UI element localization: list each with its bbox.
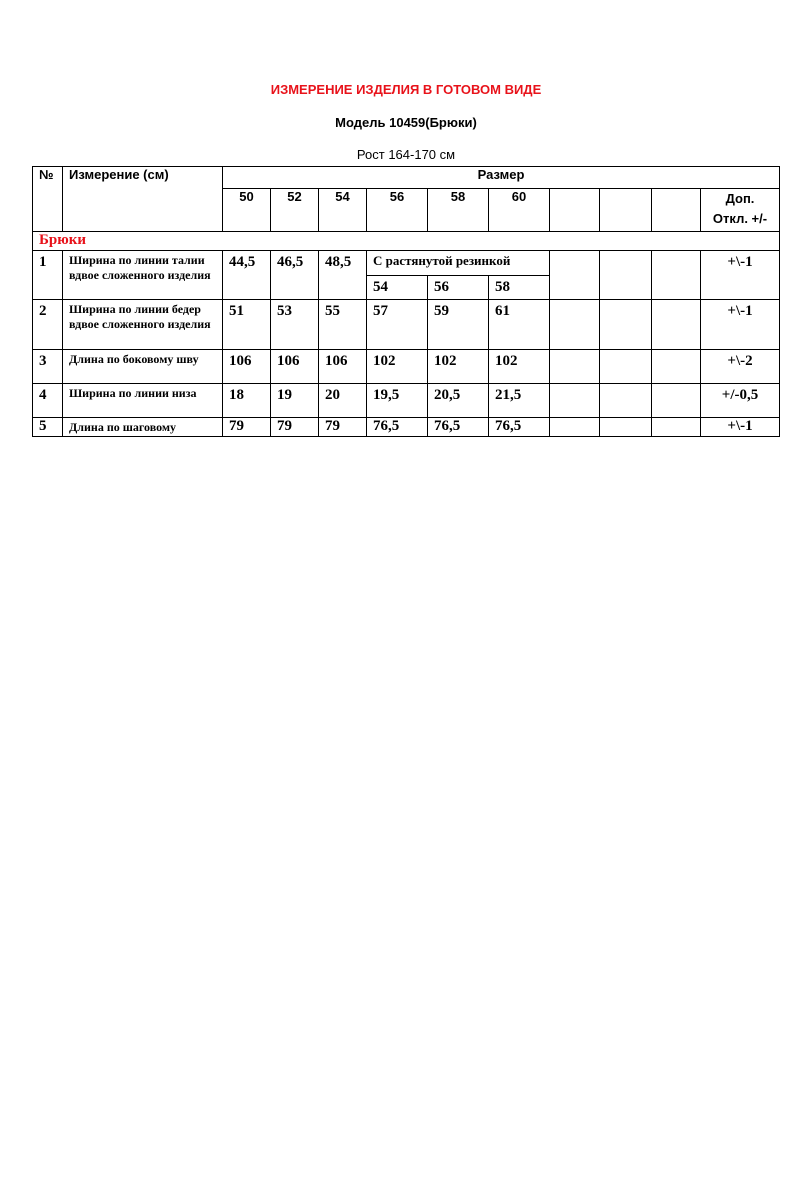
stretched-size: 56 xyxy=(428,276,489,300)
empty-cell xyxy=(600,418,652,437)
row-name: Ширина по линии бедер вдвое сложенного изделия xyxy=(63,300,223,350)
size-cell: 52 xyxy=(271,189,319,232)
row-value: 44,5 xyxy=(223,251,271,300)
empty-cell xyxy=(550,189,600,232)
row-num: 2 xyxy=(33,300,63,350)
empty-cell xyxy=(652,251,701,300)
header-tolerance xyxy=(701,189,780,232)
row-value: 106 xyxy=(319,350,367,384)
table-row xyxy=(33,384,780,418)
header-measurement: Измерение (см) xyxy=(63,167,223,232)
row-value: 46,5 xyxy=(271,251,319,300)
row-tolerance: +\-1 xyxy=(701,300,780,350)
row-value: 106 xyxy=(271,350,319,384)
row-value: 19 xyxy=(271,384,319,418)
row-value: 76,5 xyxy=(489,418,550,437)
section-row xyxy=(33,232,780,251)
row-value: 53 xyxy=(271,300,319,350)
row-value: 55 xyxy=(319,300,367,350)
empty-cell xyxy=(550,251,600,300)
empty-cell xyxy=(550,300,600,350)
row-value: 20,5 xyxy=(428,384,489,418)
empty-cell xyxy=(652,350,701,384)
row-name: Длина по боковому шву xyxy=(63,350,223,384)
section-label: Брюки xyxy=(33,232,780,251)
row-num: 4 xyxy=(33,384,63,418)
row-value: 19,5 xyxy=(367,384,428,418)
table-row xyxy=(33,300,780,350)
header-num: № xyxy=(33,167,63,232)
document-title: ИЗМЕРЕНИЕ ИЗДЕЛИЯ В ГОТОВОМ ВИДЕ xyxy=(270,82,542,97)
stretched-elastic-label: С растянутой резинкой xyxy=(367,251,550,276)
row-value: 79 xyxy=(223,418,271,437)
row-name: Длина по шаговому xyxy=(63,418,223,437)
row-value: 102 xyxy=(489,350,550,384)
row-num: 5 xyxy=(33,418,63,437)
model-label: Модель 10459(Брюки) xyxy=(335,115,477,130)
row-value: 76,5 xyxy=(367,418,428,437)
empty-cell xyxy=(600,384,652,418)
empty-cell xyxy=(550,384,600,418)
empty-cell xyxy=(600,300,652,350)
size-cell: 50 xyxy=(223,189,271,232)
stretched-size: 58 xyxy=(489,276,550,300)
row-tolerance: +\-1 xyxy=(701,418,780,437)
row-tolerance: +/-0,5 xyxy=(701,384,780,418)
empty-cell xyxy=(550,350,600,384)
row-value: 51 xyxy=(223,300,271,350)
row-value: 20 xyxy=(319,384,367,418)
row-value: 18 xyxy=(223,384,271,418)
tolerance-line-2: Откл. +/- xyxy=(712,211,768,226)
row-value: 106 xyxy=(223,350,271,384)
empty-cell xyxy=(600,350,652,384)
row-tolerance: +\-1 xyxy=(701,251,780,300)
empty-cell xyxy=(600,251,652,300)
header-size: Размер xyxy=(223,167,780,189)
size-cell: 58 xyxy=(428,189,489,232)
empty-cell xyxy=(600,189,652,232)
row-tolerance: +\-2 xyxy=(701,350,780,384)
row-name: Ширина по линии низа xyxy=(63,384,223,418)
row-value: 76,5 xyxy=(428,418,489,437)
size-cell: 60 xyxy=(489,189,550,232)
empty-cell xyxy=(652,418,701,437)
height-label: Рост 164-170 см xyxy=(356,147,456,162)
row-value: 102 xyxy=(367,350,428,384)
row-value: 102 xyxy=(428,350,489,384)
measurement-table xyxy=(32,166,780,437)
row-value: 79 xyxy=(271,418,319,437)
row-value: 59 xyxy=(428,300,489,350)
row-num: 3 xyxy=(33,350,63,384)
row-name: Ширина по линии талии вдвое сложенного изделия xyxy=(63,251,223,300)
table-row xyxy=(33,251,780,276)
size-cell: 54 xyxy=(319,189,367,232)
stretched-size: 54 xyxy=(367,276,428,300)
row-value: 79 xyxy=(319,418,367,437)
row-value: 48,5 xyxy=(319,251,367,300)
empty-cell xyxy=(550,418,600,437)
empty-cell xyxy=(652,189,701,232)
header-row xyxy=(33,167,780,189)
row-value: 21,5 xyxy=(489,384,550,418)
empty-cell xyxy=(652,300,701,350)
table-row xyxy=(33,350,780,384)
size-cell: 56 xyxy=(367,189,428,232)
table-row xyxy=(33,418,780,437)
tolerance-line-1: Доп. xyxy=(725,191,755,206)
empty-cell xyxy=(652,384,701,418)
row-value: 61 xyxy=(489,300,550,350)
row-num: 1 xyxy=(33,251,63,300)
row-value: 57 xyxy=(367,300,428,350)
